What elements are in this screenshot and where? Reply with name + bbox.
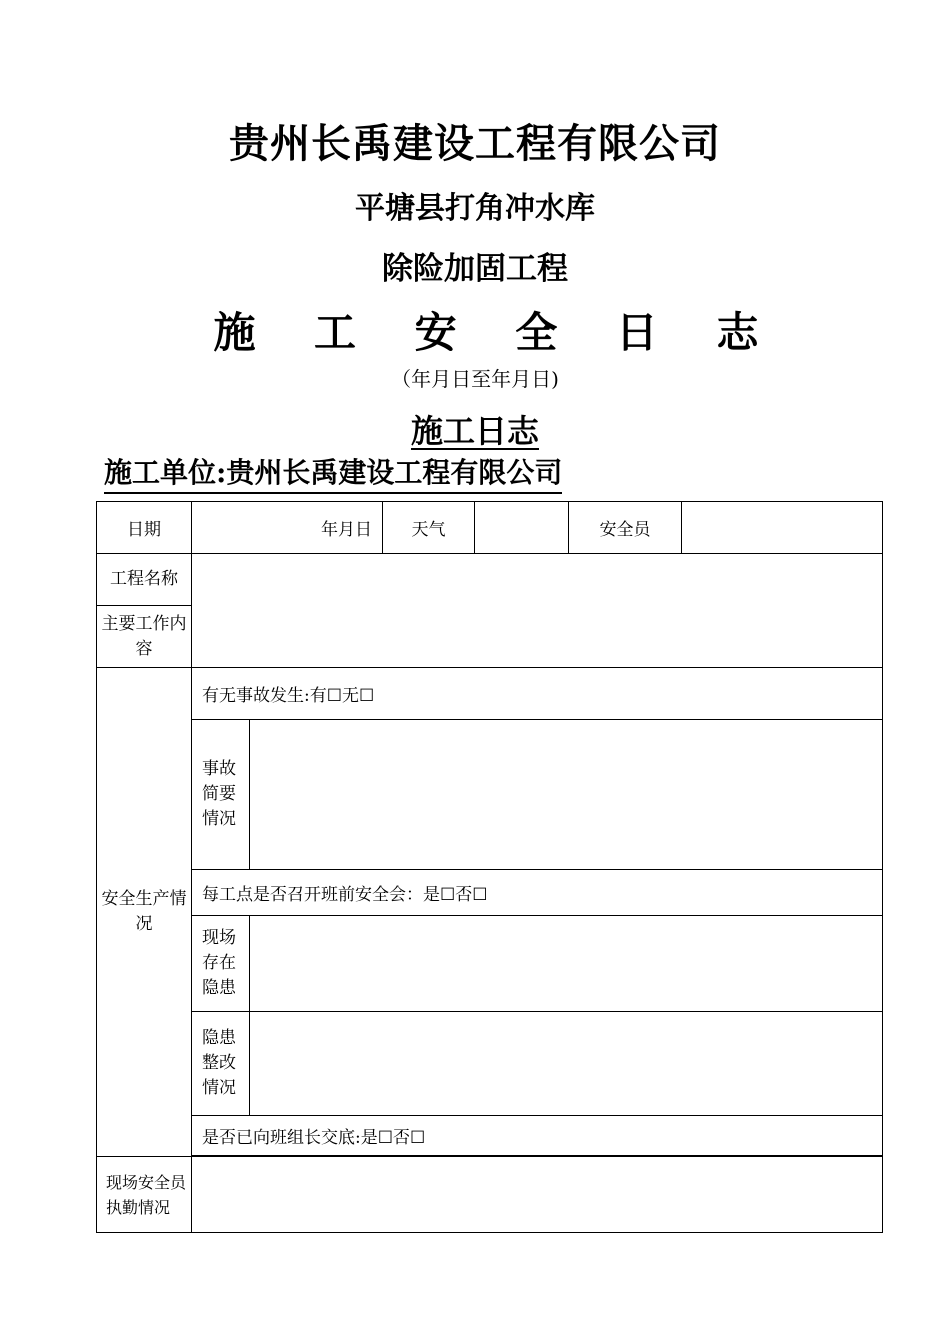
- project-title-line1: 平塘县打角冲水库: [355, 191, 595, 226]
- table-row: [97, 1116, 883, 1156]
- date-label: 日期: [97, 502, 192, 554]
- officer-duty-label: 现场安全员执勤情况: [97, 1157, 192, 1233]
- weather-field[interactable]: [475, 502, 569, 554]
- table-row: [97, 668, 883, 720]
- meeting-question[interactable]: 每工点是否召开班前安全会：是☐否☐: [192, 870, 883, 916]
- main-work-label: 主要工作内容: [97, 606, 192, 668]
- table-row: [97, 1157, 883, 1233]
- accident-question[interactable]: 有无事故发生:有☐无☐: [192, 668, 883, 720]
- rectification-label: 隐患整改情况: [192, 1012, 250, 1116]
- project-title-line2: 除险加固工程: [382, 251, 568, 287]
- subtitle: [0, 406, 950, 452]
- hazards-label: 现场存在隐患: [192, 916, 250, 1012]
- construction-unit: 施工单位:贵州长禹建设工程有限公司: [104, 454, 562, 494]
- project-name-label: 工程名称: [97, 554, 192, 606]
- table-row: [97, 720, 883, 870]
- date-range: （年月日至年月日): [391, 367, 559, 391]
- company-title: 贵州长禹建设工程有限公司: [229, 120, 721, 167]
- log-title: 施 工 安 全 日 志: [213, 308, 781, 357]
- table-row: [97, 1012, 883, 1116]
- table-row: [97, 916, 883, 1012]
- safety-officer-field[interactable]: [682, 502, 883, 554]
- project-and-work-field[interactable]: [192, 554, 883, 668]
- safety-section-label: 安全生产情况: [97, 668, 192, 1157]
- safety-officer-label: 安全员: [569, 502, 682, 554]
- accident-summary-field[interactable]: [250, 720, 883, 870]
- table-row: [97, 554, 883, 606]
- table-row: [97, 502, 883, 554]
- briefing-question[interactable]: 是否已向班组长交底:是☐否☐: [192, 1116, 883, 1156]
- rectification-field[interactable]: [250, 1012, 883, 1116]
- table-row: [97, 870, 883, 916]
- officer-duty-field[interactable]: [192, 1157, 883, 1233]
- safety-log-table: [96, 501, 883, 1233]
- weather-label: 天气: [383, 502, 475, 554]
- accident-summary-label: 事故简要情况: [192, 720, 250, 870]
- hazards-field[interactable]: [250, 916, 883, 1012]
- date-field[interactable]: 年月日: [192, 502, 383, 554]
- subtitle-text: 施工日志: [410, 412, 539, 450]
